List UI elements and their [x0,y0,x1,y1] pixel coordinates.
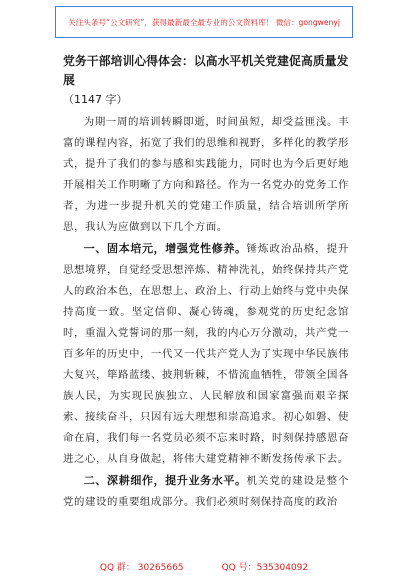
paragraph-section-2 [63,470,349,513]
paragraph-text: 为期一周的培训转瞬即逝，时间虽短，却受益匪浅。丰富的课程内容，拓宽了我们的思维和视野，多样化的教学形式，提升了我们的参与感和实践能力，同时也为今后更好地开展相关工作明晰了方向和路径。作为一名党办的党务工作者，为进一步提升机关的党建工作质量，结合培训所学所思，我认为应做到以下几个方面。 [63,116,349,233]
paragraph-text: 锤炼政治品格，提升思想境界，自觉经受思想淬炼、精神洗礼，始终保持共产党人的政治本色，在思想上、政治上、行动上始终与党中央保持高度一致。坚定信仰、凝心铸魂，参观党的历史纪念馆时，重温入党誓词的那一刻，我的内心万分激动，共产党一百多年的历史中，一代又一代共产党人为了实现中华民族伟大复兴，筚路蓝缕、披荆斩棘，不惜流血牺牲，带领全国各族人民，为实现民族独立、人民解放和国家富强而艰辛探索、接续奋斗，只因有远大理想和崇高追求。初心如磐、使命在肩，我们每一名党员必须不忘来时路，时刻保持感恩奋进之心，从自身做起，将伟大建党精神不断发扬传承下去。 [63,243,349,465]
section-heading: 一、固本培元，增强党性修养。 [83,242,247,255]
footer-contact [0,560,408,573]
paragraph-text: 机关党的建设是整个党的建设的重要组成部分。我们必须时刻保持高度的政治 [63,475,349,508]
paragraph-intro [63,111,349,238]
banner-text: 关注头条号“公文研究”，获得最新最全最专业的公文资料库！ 微信：gongwenyj [68,17,340,27]
word-count: （1147 字） [63,93,128,106]
header-banner [55,6,353,38]
qq-group: QQ 群： 30265665 [99,563,184,573]
section-heading: 二、深耕细作，提升业务水平。 [83,474,247,487]
paragraph-section-1 [63,238,349,470]
document-title: 党务干部培训心得体会：以高水平机关党建促高质量发展 [63,54,349,87]
qq-number: QQ 号：535304092 [221,563,309,573]
document-body [63,52,349,513]
